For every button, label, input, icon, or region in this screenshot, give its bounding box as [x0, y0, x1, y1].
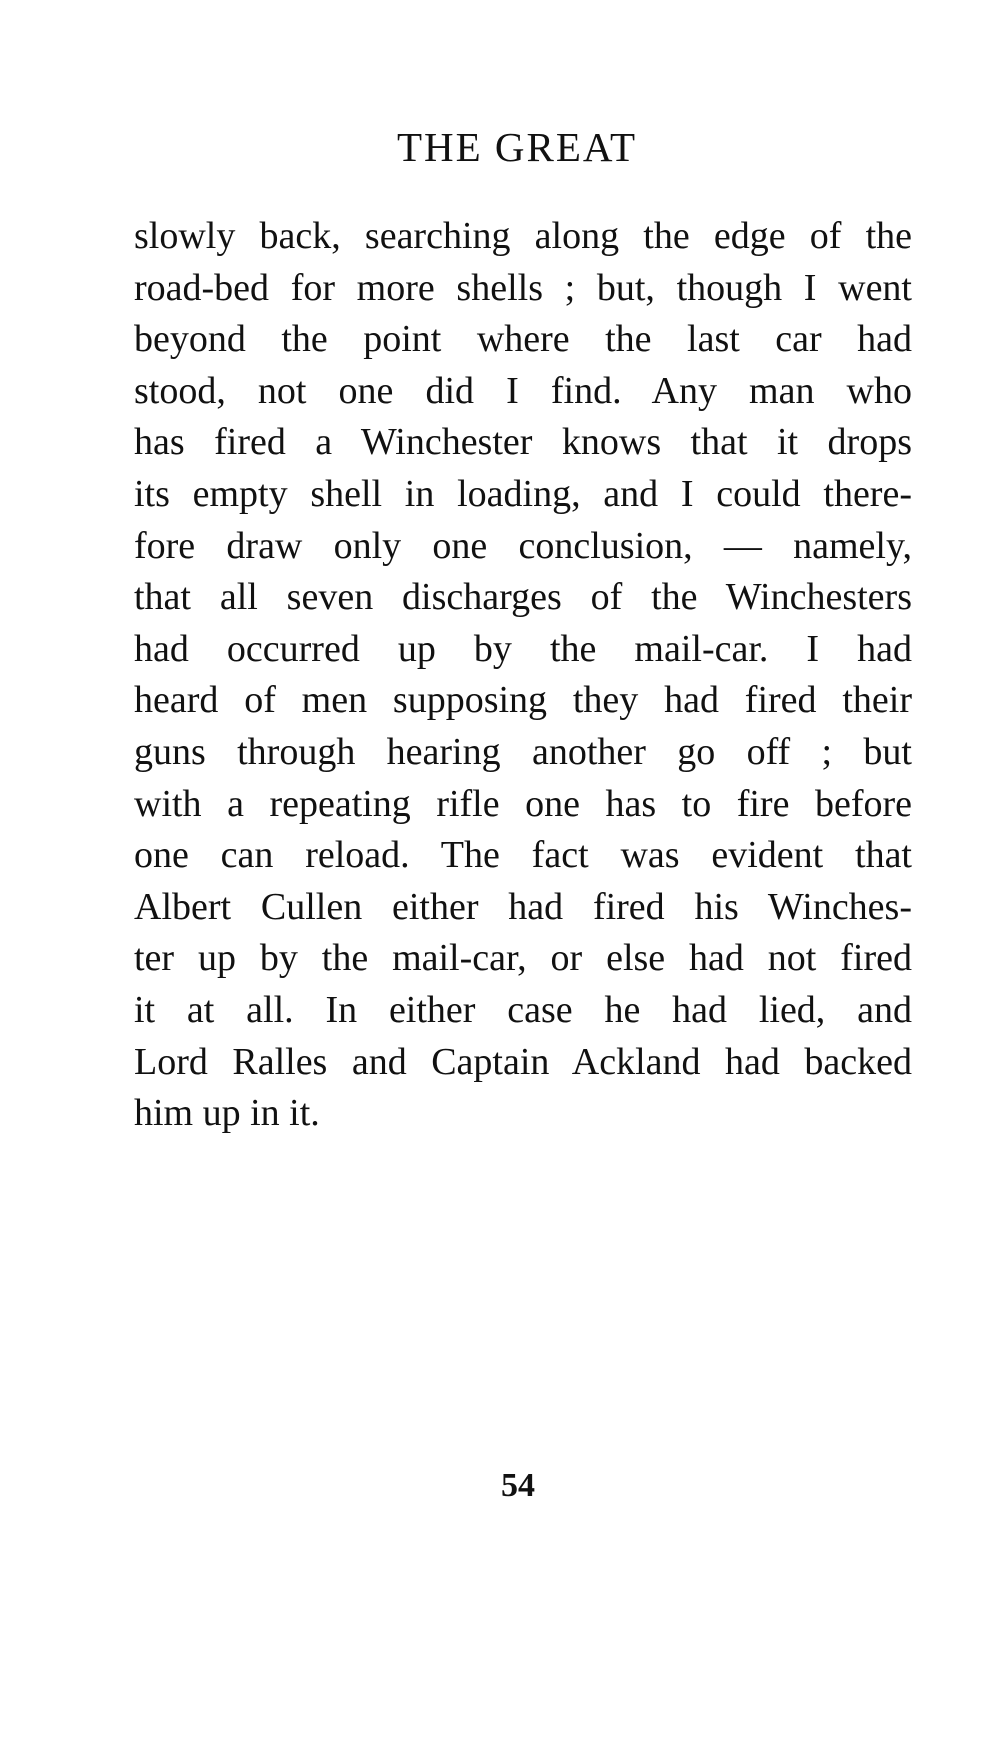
text-line: heard of men supposing they had fired their: [134, 679, 912, 722]
text-line: has fired a Winchester knows that it drops: [134, 421, 912, 464]
text-line: its empty shell in loading, and I could there-: [134, 472, 912, 515]
text-line: him up in it.: [134, 1092, 320, 1135]
text-line: slowly back, searching along the edge of the: [134, 215, 912, 257]
text-line: it at all. In either case he had lied, and: [134, 988, 912, 1031]
text-line: Lord Ralles and Captain Ackland had backed: [134, 1040, 912, 1083]
text-line: with a repeating rifle one has to fire before: [134, 782, 912, 825]
text-line: fore draw only one conclusion, — namely,: [134, 524, 912, 567]
text-line: Albert Cullen either had fired his Winches-: [134, 885, 912, 928]
text-line: one can reload. The fact was evident that: [134, 834, 912, 877]
text-line: that all seven discharges of the Winchesters: [134, 576, 912, 619]
text-line: stood, not one did I find. Any man who: [134, 369, 912, 412]
text-line: beyond the point where the last car had: [134, 318, 912, 361]
text-line: had occurred up by the mail-car. I had: [134, 627, 912, 670]
text-line: ter up by the mail-car, or else had not fired: [134, 937, 912, 980]
running-head: THE GREAT: [396, 124, 638, 170]
page-number: 54: [501, 1467, 535, 1504]
text-line: guns through hearing another go off ; but: [134, 730, 912, 773]
text-line: road-bed for more shells ; but, though I went: [134, 266, 912, 309]
body-text: [134, 211, 912, 1140]
